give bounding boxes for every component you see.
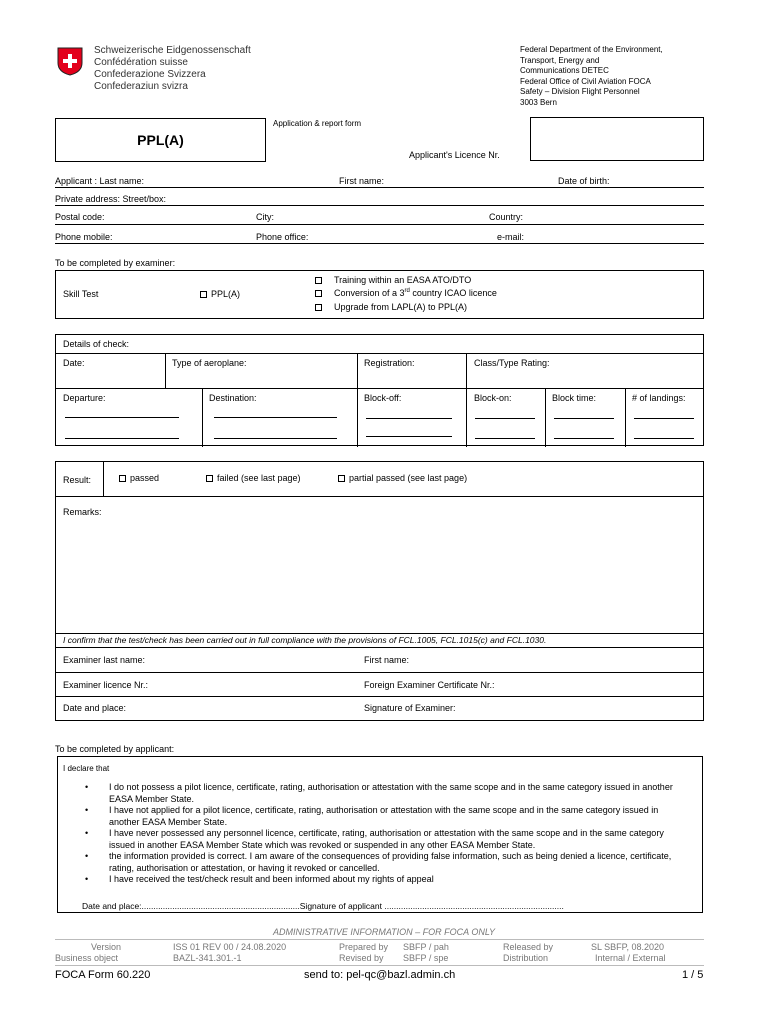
option-ato-label: Training within an EASA ATO/DTO bbox=[334, 275, 472, 285]
bullet-icon: • bbox=[85, 828, 89, 838]
first-name-label: First name: bbox=[339, 176, 385, 186]
checkbox-icon[interactable] bbox=[315, 290, 322, 297]
country-label: Country: bbox=[489, 212, 524, 222]
col-divider bbox=[103, 462, 104, 496]
department-address bbox=[520, 45, 663, 108]
version-label: Version bbox=[91, 942, 122, 952]
examiner-last-name-label: Examiner last name: bbox=[63, 655, 146, 665]
result-label: Result: bbox=[63, 475, 92, 485]
registration-label: Registration: bbox=[364, 358, 415, 368]
released-label: Released by bbox=[503, 942, 554, 952]
examiner-licence-label: Examiner licence Nr.: bbox=[63, 680, 149, 690]
ppl-option[interactable] bbox=[200, 289, 240, 299]
skill-test-box bbox=[55, 270, 704, 319]
business-object-value: BAZL-341.301.-1 bbox=[173, 953, 242, 963]
revised-value: SBFP / spe bbox=[403, 953, 449, 963]
details-label: Details of check: bbox=[63, 339, 130, 349]
checkbox-icon[interactable] bbox=[315, 304, 322, 311]
failed-option[interactable] bbox=[206, 473, 301, 483]
check-details-table bbox=[55, 334, 704, 446]
failed-label: failed (see last page) bbox=[217, 473, 301, 483]
examiner-heading: To be completed by examiner: bbox=[55, 258, 176, 268]
dept-line: Federal Department of the Environment, bbox=[520, 45, 663, 54]
form-number: FOCA Form 60.220 bbox=[55, 969, 151, 981]
prepared-label: Prepared by bbox=[339, 942, 389, 952]
examiner-date-place-label: Date and place: bbox=[63, 703, 127, 713]
distribution-value: Internal / External bbox=[595, 953, 666, 963]
aeroplane-label: Type of aeroplane: bbox=[172, 358, 247, 368]
row-divider bbox=[56, 633, 703, 634]
dept-line: Communications DETEC bbox=[520, 66, 609, 75]
ppl-option-label: PPL(A) bbox=[211, 289, 241, 299]
block-time-field[interactable] bbox=[554, 438, 614, 439]
last-name-label: Applicant : Last name: bbox=[55, 176, 145, 186]
block-on-field[interactable] bbox=[475, 438, 535, 439]
admin-banner: ADMINISTRATIVE INFORMATION – FOR FOCA ONLY bbox=[272, 927, 496, 937]
bullet-icon: • bbox=[85, 782, 89, 792]
option-ato[interactable] bbox=[315, 275, 471, 285]
dob-label: Date of birth: bbox=[558, 176, 610, 186]
send-to-email[interactable]: send to: pel-qc@bazl.admin.ch bbox=[304, 969, 456, 981]
block-on-label: Block-on: bbox=[474, 393, 512, 403]
superscript: rd bbox=[404, 288, 410, 294]
row-divider bbox=[56, 388, 703, 389]
block-off-field[interactable] bbox=[366, 436, 452, 437]
col-divider bbox=[625, 388, 626, 447]
dept-line: Safety – Division Flight Personnel bbox=[520, 87, 640, 96]
form-subtitle: Application & report form bbox=[273, 119, 362, 128]
checkbox-icon[interactable] bbox=[119, 475, 126, 482]
examiner-first-name-label: First name: bbox=[364, 655, 410, 665]
option-conversion[interactable] bbox=[315, 288, 497, 298]
row-divider bbox=[56, 672, 703, 673]
foreign-cert-label: Foreign Examiner Certificate Nr.: bbox=[364, 680, 495, 690]
bullet-icon: • bbox=[85, 805, 89, 815]
checkbox-icon[interactable] bbox=[200, 291, 207, 298]
declare-label: I declare that bbox=[63, 764, 110, 773]
landings-label: # of landings: bbox=[632, 393, 686, 403]
address-label: Private address: Street/box: bbox=[55, 194, 167, 204]
revised-label: Revised by bbox=[339, 953, 384, 963]
postal-label: Postal code: bbox=[55, 212, 105, 222]
option-upgrade-label: Upgrade from LAPL(A) to PPL(A) bbox=[334, 302, 468, 312]
partial-option[interactable] bbox=[338, 473, 467, 483]
business-object-label: Business object bbox=[55, 953, 119, 963]
declaration-text: I have not applied for a pilot licence, certificate, rating, authorisation or attestation with the same scope and in the same category issued in another EASA Member State. bbox=[109, 805, 659, 827]
licence-label: Applicant's Licence Nr. bbox=[409, 150, 500, 160]
dept-line: 3003 Bern bbox=[520, 97, 557, 107]
footer-divider bbox=[55, 965, 704, 966]
row-divider bbox=[56, 647, 703, 648]
email-label: e-mail: bbox=[497, 232, 525, 242]
partial-label: partial passed (see last page) bbox=[349, 473, 468, 483]
applicant-sign-line[interactable]: Date and place:...................................................................Signature of applicant ............................................................................ bbox=[82, 901, 564, 911]
destination-field[interactable] bbox=[214, 417, 337, 418]
distribution-label: Distribution bbox=[503, 953, 549, 963]
city-label: City: bbox=[256, 212, 274, 222]
line-divider bbox=[55, 243, 704, 244]
col-divider bbox=[545, 388, 546, 447]
block-off-field[interactable] bbox=[366, 418, 452, 419]
col-divider bbox=[466, 353, 467, 447]
checkbox-icon[interactable] bbox=[338, 475, 345, 482]
result-block bbox=[55, 461, 704, 721]
block-off-label: Block-off: bbox=[364, 393, 402, 403]
col-divider bbox=[357, 353, 358, 447]
block-time-label: Block time: bbox=[552, 393, 597, 403]
licence-number-box[interactable] bbox=[530, 117, 704, 161]
form-title-box bbox=[55, 118, 266, 162]
block-time-field[interactable] bbox=[554, 418, 614, 419]
checkbox-icon[interactable] bbox=[315, 277, 322, 284]
date-label: Date: bbox=[63, 358, 85, 368]
dept-line: Transport, Energy and bbox=[520, 55, 600, 65]
declaration-text: the information provided is correct. I am aware of the consequences of providing false information, such as being denied a licence, certificate, rating, authorisation or attestation, or having it revoked or cancelled. bbox=[109, 851, 672, 873]
departure-field[interactable] bbox=[65, 417, 179, 418]
declaration-text: I do not possess a pilot licence, certificate, rating, authorisation or attestation with the same scope and in the same category issued in another EASA Member State. bbox=[109, 782, 673, 804]
destination-label: Destination: bbox=[209, 393, 257, 403]
col-divider bbox=[202, 388, 203, 447]
confederation-name bbox=[94, 45, 251, 93]
dept-line: Federal Office of Civil Aviation FOCA bbox=[520, 76, 651, 86]
row-divider bbox=[56, 496, 703, 497]
version-value: ISS 01 REV 00 / 24.08.2020 bbox=[173, 942, 287, 952]
destination-field[interactable] bbox=[214, 438, 337, 439]
block-on-field[interactable] bbox=[475, 418, 535, 419]
released-value: SL SBFP, 08.2020 bbox=[591, 942, 665, 952]
passed-option[interactable] bbox=[119, 473, 159, 483]
col-divider bbox=[165, 353, 166, 388]
phone-office-label: Phone office: bbox=[256, 232, 309, 242]
prepared-value: SBFP / pah bbox=[403, 942, 449, 952]
checkbox-icon[interactable] bbox=[206, 475, 213, 482]
applicant-heading: To be completed by applicant: bbox=[55, 744, 175, 754]
form-title: PPL(A) bbox=[137, 132, 184, 148]
examiner-signature-label: Signature of Examiner: bbox=[364, 703, 456, 713]
remarks-label: Remarks: bbox=[63, 507, 102, 517]
passed-label: passed bbox=[130, 473, 160, 483]
phone-mobile-label: Phone mobile: bbox=[55, 232, 113, 242]
class-rating-label: Class/Type Rating: bbox=[474, 358, 550, 368]
ch-line-fr: Confédération suisse bbox=[94, 57, 188, 68]
skill-test-label: Skill Test bbox=[63, 289, 99, 299]
line-divider bbox=[55, 224, 704, 225]
declaration-text: I have never possessed any personnel licence, certificate, rating, authorisation or attestation with the same scope and in the same category issued in another EASA Member State which was revoked or suspended in any other EASA Member State. bbox=[109, 828, 664, 850]
compliance-statement: I confirm that the test/check has been carried out in full compliance with the provisions of FCL.1005, FCL.1015(c) and FCL.1030. bbox=[63, 635, 547, 645]
page-number: 1 / 5 bbox=[682, 969, 704, 981]
ch-line-it: Confederazione Svizzera bbox=[94, 69, 206, 80]
landings-field[interactable] bbox=[634, 438, 694, 439]
ch-line-de: Schweizerische Eidgenossenschaft bbox=[94, 45, 251, 56]
departure-field[interactable] bbox=[65, 438, 179, 439]
landings-field[interactable] bbox=[634, 418, 694, 419]
admin-divider bbox=[55, 939, 704, 940]
option-conversion-label: Conversion of a 3 bbox=[334, 288, 405, 298]
departure-label: Departure: bbox=[63, 393, 106, 403]
bullet-icon: • bbox=[85, 874, 89, 884]
option-conversion-label-end: country ICAO licence bbox=[409, 288, 497, 298]
ch-line-rm: Confederaziun svizra bbox=[94, 81, 188, 92]
declaration-text: I have received the test/check result and been informed about my rights of appeal bbox=[109, 874, 434, 884]
line-divider bbox=[55, 187, 704, 188]
swiss-flag-logo bbox=[57, 47, 83, 76]
line-divider bbox=[55, 205, 704, 206]
row-divider bbox=[56, 353, 703, 354]
bullet-icon: • bbox=[85, 851, 89, 861]
option-upgrade[interactable] bbox=[315, 302, 467, 312]
row-divider bbox=[56, 696, 703, 697]
